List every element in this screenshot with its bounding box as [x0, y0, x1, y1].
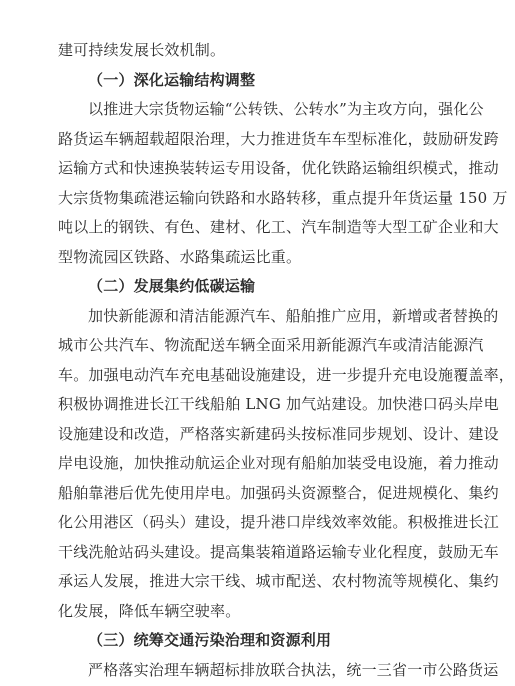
paragraph-line: 路货运车辆超载超限治理，大力推进货车车型标准化，鼓励研发跨: [58, 129, 499, 148]
paragraph-line: 设施建设和改造，严格落实新建码头按标准同步规划、设计、建设: [58, 424, 499, 443]
paragraph-line: 干线洗舱站码头建设。提高集装箱道路运输专业化程度，鼓励无车: [58, 542, 499, 561]
section-heading: （一）深化运输结构调整: [88, 70, 256, 89]
paragraph-line: 岸电设施，加快推动航运企业对现有船舶加装受电设施，着力推动: [58, 454, 499, 472]
section-heading: （二）发展集约低碳运输: [88, 277, 256, 295]
paragraph-line: 化发展，降低车辆空驶率。: [58, 601, 241, 620]
paragraph-line: 积极协调推进长江干线船舶 LNG 加气站建设。加快港口码头岸电: [58, 395, 499, 413]
paragraph-line: 船舶靠港后优先使用岸电。加强码头资源整合，促进规模化、集约: [58, 483, 499, 502]
paragraph-line: 城市公共汽车、物流配送车辆全面采用新能源汽车或清洁能源汽: [58, 336, 484, 354]
paragraph-line: 承运人发展，推进大宗干线、城市配送、农村物流等规模化、集约: [58, 572, 499, 590]
paragraph-line: 大宗货物集疏港运输向铁路和水路转移，重点提升年货运量 150 万: [58, 188, 508, 207]
section-heading: （三）统筹交通污染治理和资源利用: [88, 631, 332, 649]
paragraph-line: 化公用港区（码头）建设，提升港口岸线效率效能。积极推进长江: [58, 513, 499, 531]
paragraph-line: 车。加强电动汽车充电基础设施建设，进一步提升充电设施覆盖率，: [58, 365, 515, 384]
paragraph-line: 建可持续发展长效机制。: [58, 41, 226, 59]
paragraph-line: 加快新能源和清洁能源汽车、船舶推广应用，新增或者替换的: [88, 306, 499, 325]
paragraph-line: 严格落实治理车辆超标排放联合执法，统一三省一市公路货运: [88, 660, 499, 679]
paragraph-line: 吨以上的钢铁、有色、建材、化工、汽车制造等大型工矿企业和大: [58, 218, 499, 236]
paragraph-line: 型物流园区铁路、水路集疏运比重。: [58, 247, 302, 266]
paragraph-line: 运输方式和快速换装转运专用设备，优化铁路运输组织模式，推动: [58, 159, 499, 177]
paragraph-line: 以推进大宗货物运输“公转铁、公转水”为主攻方向，强化公: [88, 100, 484, 118]
